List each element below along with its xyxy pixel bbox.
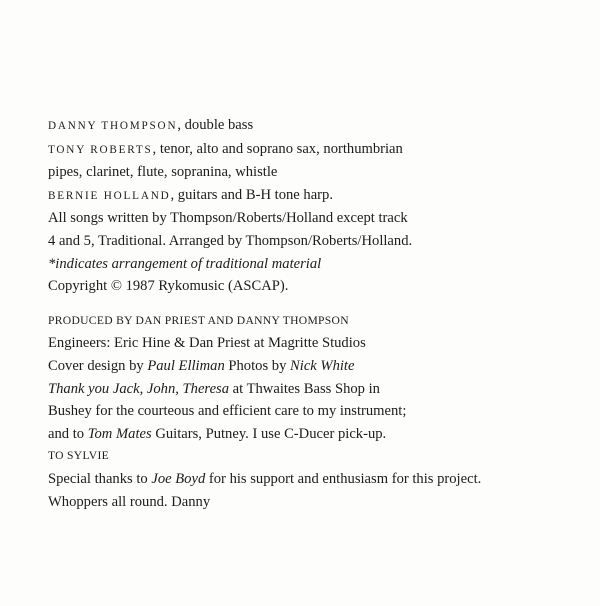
traditional-note: *indicates arrangement of traditional material bbox=[48, 255, 322, 272]
songwriting-line-2: 4 and 5, Traditional. Arranged by Thompson/Roberts/Holland. bbox=[48, 232, 413, 249]
thanks-rest: at Thwaites Bass Shop in bbox=[229, 380, 380, 397]
engineers: Engineers: Eric Hine & Dan Priest at Magritte Studios bbox=[48, 335, 366, 352]
credit-tony bbox=[48, 138, 588, 162]
photographer: Nick White bbox=[290, 357, 355, 374]
photos-prefix: Photos by bbox=[224, 357, 291, 374]
cover-credit bbox=[48, 355, 588, 378]
guitars-rest: Guitars, Putney. I use C-Ducer pick-up. bbox=[151, 425, 387, 442]
special-prefix: Special thanks to bbox=[48, 470, 152, 487]
musician-role: , guitars and B-H tone harp. bbox=[170, 186, 333, 203]
produced-by: PRODUCED BY DAN PRIEST AND DANNY THOMPSON bbox=[48, 313, 349, 327]
joe-boyd: Joe Boyd bbox=[151, 470, 206, 487]
cover-prefix: Cover design by bbox=[48, 357, 148, 374]
musician-role: , tenor, alto and soprano sax, northumbrian bbox=[152, 140, 403, 157]
special-rest: for his support and enthusiasm for this project. bbox=[205, 470, 482, 487]
credit-danny bbox=[48, 114, 588, 138]
cover-designer: Paul Elliman bbox=[147, 357, 225, 374]
credit-bernie bbox=[48, 184, 588, 208]
thanks-line bbox=[48, 378, 588, 401]
bushey-line: Bushey for the courteous and efficient care to my instrument; bbox=[48, 403, 407, 420]
thanks-names: Thank you Jack, John, Theresa bbox=[48, 380, 230, 397]
credit-tony-cont: pipes, clarinet, flute, sopranina, whistle bbox=[48, 164, 278, 181]
musician-name: TONY ROBERTS bbox=[48, 143, 153, 156]
musician-name: DANNY THOMPSON bbox=[48, 120, 178, 132]
tom-mates: Tom Mates bbox=[87, 425, 152, 442]
musician-role: , double bass bbox=[177, 117, 254, 133]
copyright: Copyright © 1987 Rykomusic (ASCAP). bbox=[48, 278, 289, 295]
and-to: and to bbox=[48, 425, 88, 442]
songwriting-line-1: All songs written by Thompson/Roberts/Holland except track bbox=[48, 210, 408, 227]
guitars-line bbox=[48, 423, 588, 446]
liner-notes bbox=[48, 114, 588, 513]
musician-name: BERNIE HOLLAND bbox=[48, 189, 171, 202]
special-thanks bbox=[48, 468, 588, 491]
sign-off: Whoppers all round. Danny bbox=[48, 493, 211, 510]
dedication: TO SYLVIE bbox=[48, 449, 109, 463]
